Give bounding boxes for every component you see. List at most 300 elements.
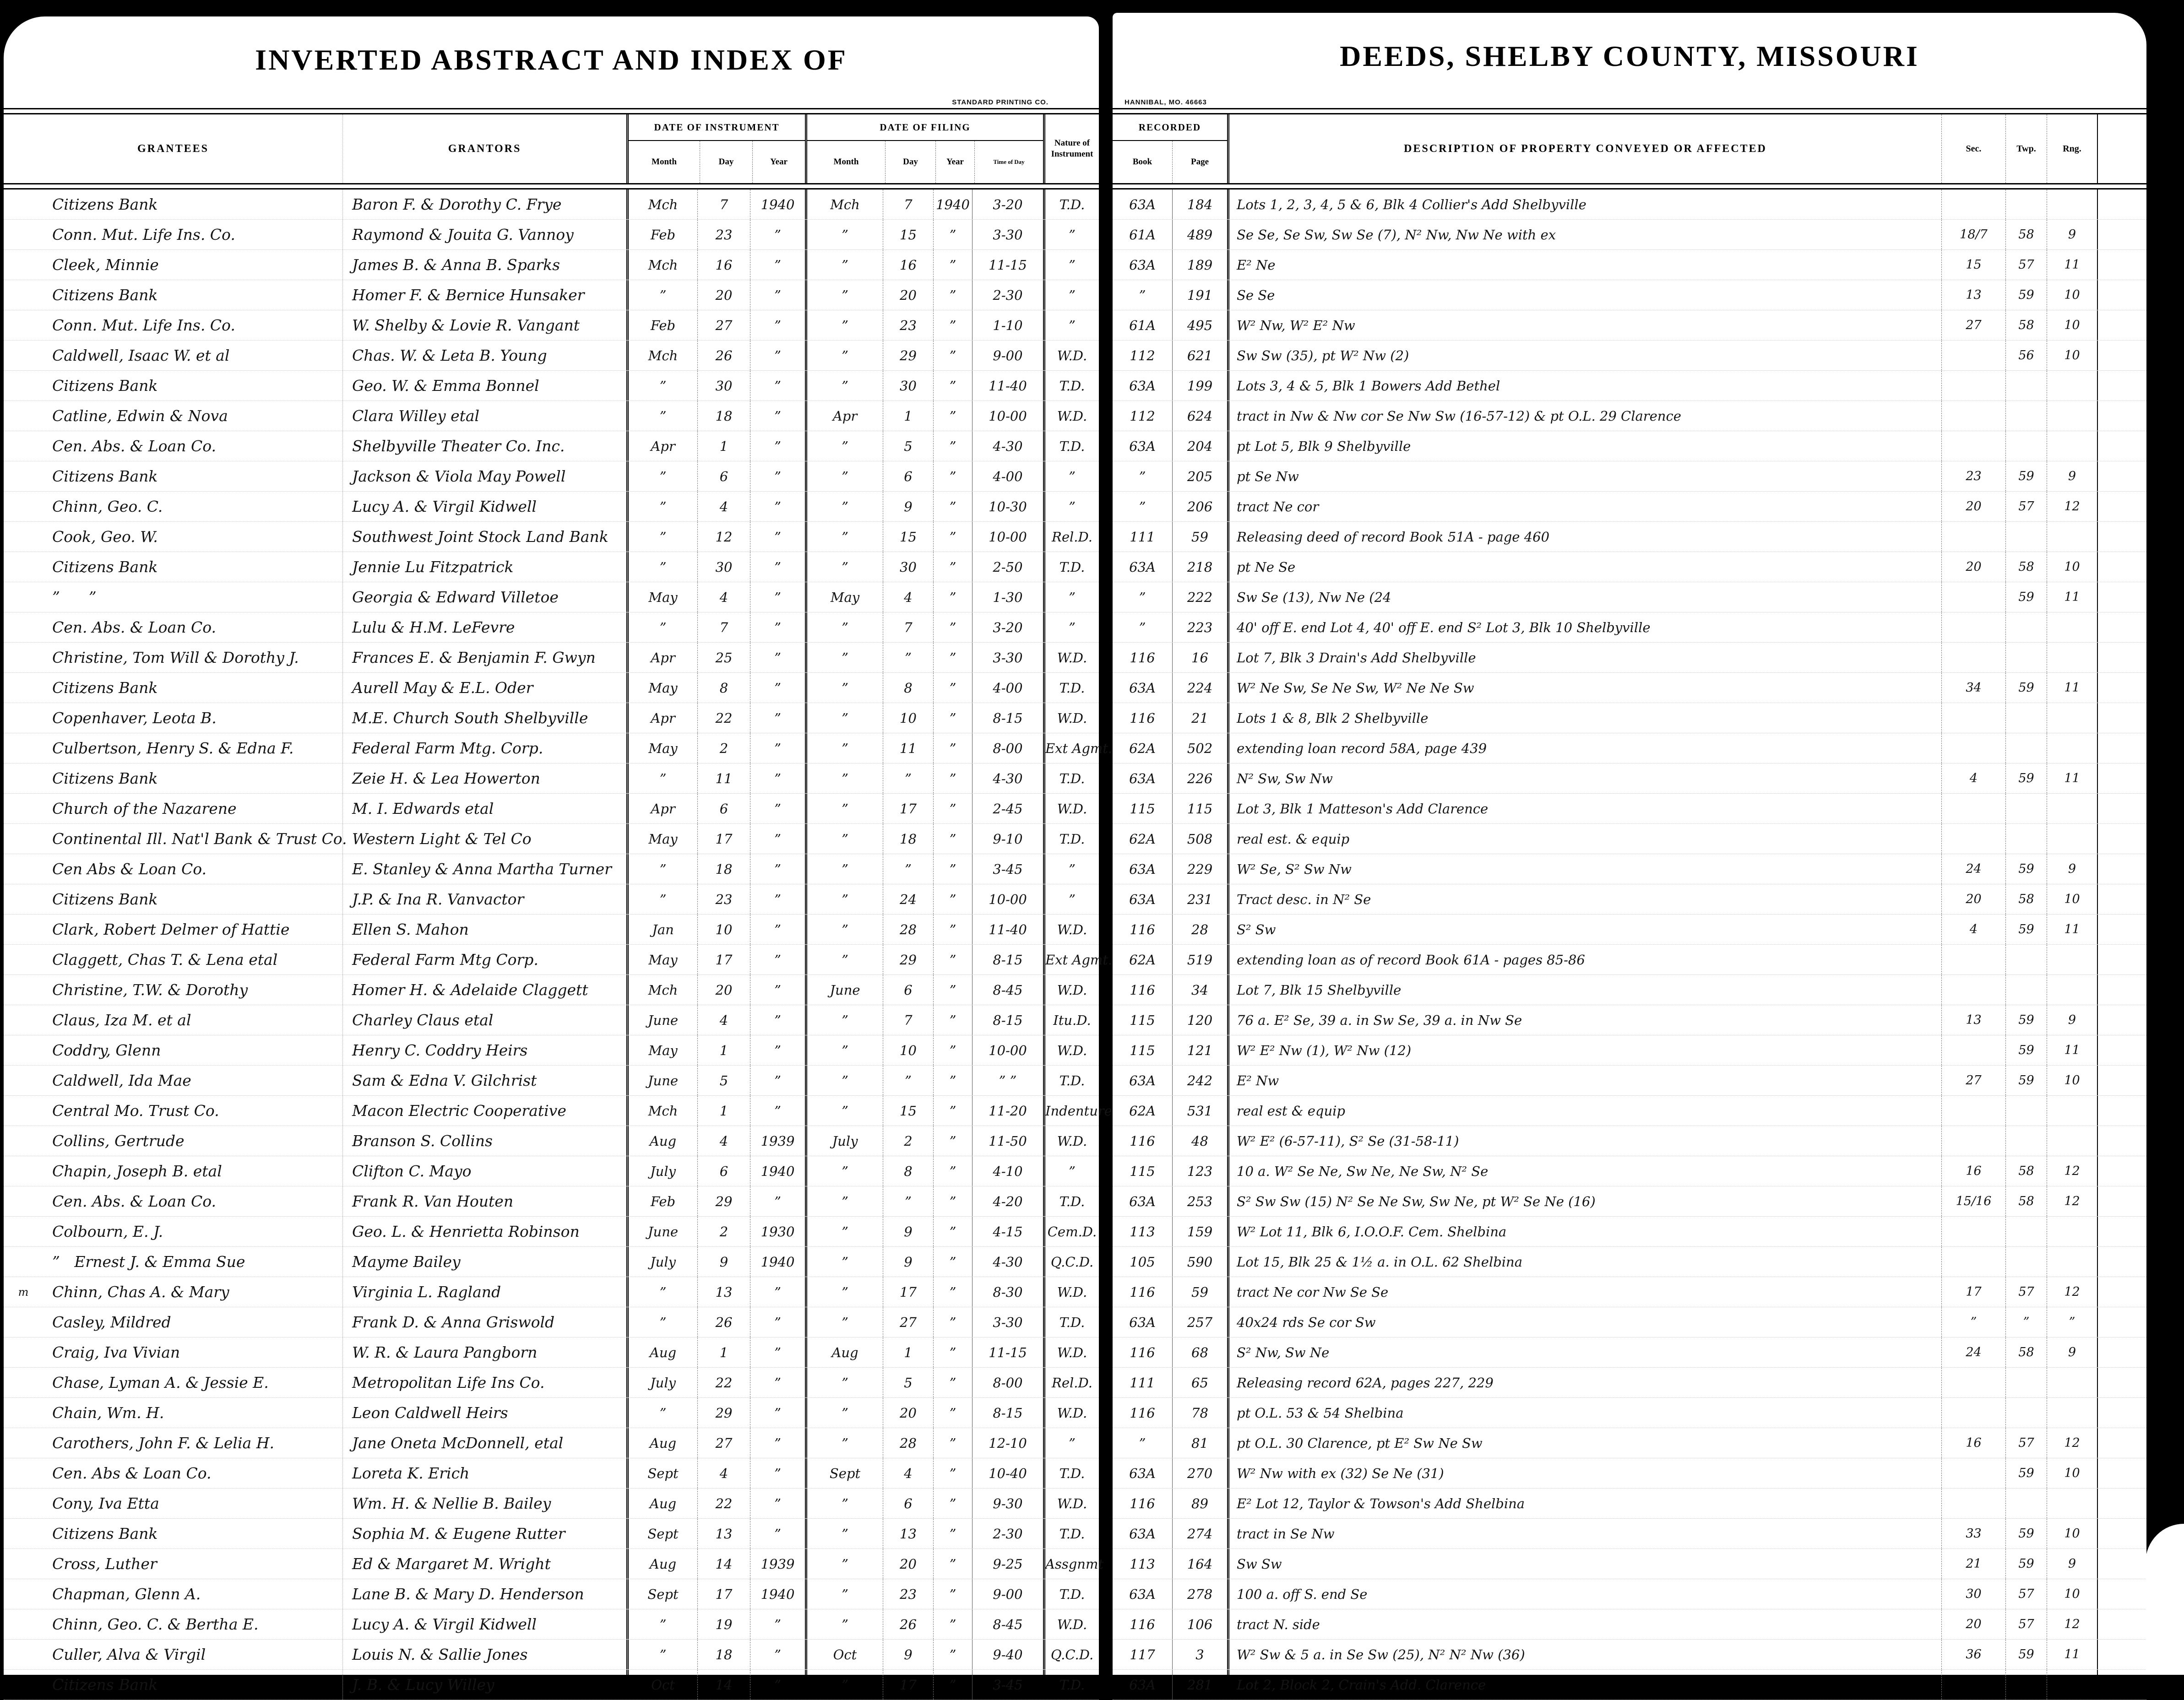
file-time-cell: 3-30 (972, 643, 1043, 672)
nature-cell: T.D. (1043, 1307, 1099, 1337)
nature-cell: Assgnmt (1043, 1549, 1103, 1579)
file-day-cell: ” (883, 1186, 933, 1216)
file-year-cell: ” (933, 1156, 972, 1186)
file-day-cell: 1 (883, 401, 933, 431)
nature-cell: W.D. (1043, 1035, 1099, 1065)
grantee-cell: Citizens Bank (52, 195, 158, 213)
description-cell: Lots 1 & 8, Blk 2 Shelbyville (1227, 703, 1941, 733)
ledger-row (1113, 1066, 2146, 1096)
filler-cell (2097, 250, 2146, 280)
file-day-cell: 6 (883, 975, 933, 1005)
file-year-cell: ” (933, 763, 972, 793)
grantee-cell: Claggett, Chas T. & Lena etal (52, 951, 278, 969)
rng-cell: 10 (2047, 1519, 2097, 1548)
page-cell: 48 (1172, 1126, 1227, 1156)
grantor-cell: Homer F. & Bernice Hunsaker (342, 280, 626, 310)
page-cell: 222 (1172, 582, 1227, 612)
twp-cell: 58 (2005, 552, 2047, 582)
page-cell: 508 (1172, 824, 1227, 854)
margin-note (4, 1670, 43, 1700)
inst-day-cell: 11 (697, 763, 750, 793)
ledger-row (4, 824, 1099, 854)
book-cell: ” (1139, 1435, 1146, 1451)
grantor-cell: Clara Willey etal (342, 401, 626, 431)
inst-day-cell: 1 (697, 1337, 750, 1367)
file-month-cell: ” (805, 1428, 883, 1458)
grantee-cell: Cen Abs & Loan Co. (52, 860, 206, 878)
file-month-cell: ” (805, 1368, 883, 1397)
sec-cell (1941, 824, 2005, 854)
book-cell: ” (1139, 468, 1146, 484)
inst-day-cell: 20 (697, 975, 750, 1005)
ledger-row (4, 189, 1099, 220)
file-year-cell: ” (933, 220, 972, 249)
grantee-cell: Citizens Bank (52, 377, 158, 395)
page-cell: 495 (1172, 310, 1227, 340)
ledger-row (1113, 189, 2146, 220)
file-day-cell: 8 (883, 1156, 933, 1186)
sec-cell: 23 (1941, 461, 2005, 491)
description-cell: tract Ne cor Nw Se Se (1227, 1277, 1941, 1307)
description-cell: 40' off E. end Lot 4, 40' off E. end S² Lot 3, Blk 10 Shelbyville (1227, 612, 1941, 642)
inst-day-cell: 2 (697, 1217, 750, 1246)
file-month-cell: ” (805, 824, 883, 854)
filler-cell (2097, 824, 2146, 854)
inst-year-cell: ” (750, 1035, 805, 1065)
page-cell: 590 (1172, 1247, 1227, 1277)
file-year-cell: ” (933, 1126, 972, 1156)
file-year-cell: ” (933, 371, 972, 401)
grantee-cell: Chinn, Geo. C. (52, 498, 163, 515)
file-month-cell: ” (805, 552, 883, 582)
file-time-cell: 3-30 (972, 220, 1043, 249)
grantor-cell: Chas. W. & Leta B. Young (342, 341, 626, 370)
file-time-cell: 8-15 (972, 945, 1043, 975)
margin-note (4, 824, 43, 854)
filler-cell (2097, 492, 2146, 521)
rng-cell: 9 (2047, 1549, 2097, 1579)
inst-month-cell: June (626, 1005, 697, 1035)
grantor-cell: Jane Oneta McDonnell, etal (342, 1428, 626, 1458)
rng-cell: 10 (2047, 552, 2097, 582)
ledger-row (1113, 884, 2146, 915)
page-cell: 204 (1172, 431, 1227, 461)
inst-day-cell: 19 (697, 1609, 750, 1639)
filler-cell (2097, 220, 2146, 249)
twp-cell (2005, 733, 2047, 763)
inst-month-cell: May (626, 824, 697, 854)
ledger-row (4, 1126, 1099, 1156)
rng-cell (2047, 1247, 2097, 1277)
margin-note (4, 1217, 43, 1246)
nature-cell: ” (1043, 884, 1099, 914)
inst-year-cell: 1940 (750, 189, 805, 219)
ledger-row (1113, 1458, 2146, 1489)
inst-month-cell: Apr (626, 703, 697, 733)
file-year-cell: ” (933, 1609, 972, 1639)
inst-year-cell: ” (750, 461, 805, 491)
grantor-cell: Southwest Joint Stock Land Bank (342, 522, 626, 552)
file-time-cell: 11-40 (972, 915, 1043, 944)
description-cell: Lot 2, Block 2, Crain's Add. Clarence (1227, 1670, 1941, 1700)
sec-cell: 16 (1941, 1428, 2005, 1458)
ledger-row (4, 522, 1099, 552)
book-cell: 115 (1130, 1042, 1155, 1058)
inst-year-cell: ” (750, 1368, 805, 1397)
file-time-cell: 3-20 (972, 612, 1043, 642)
ledger-row (4, 1005, 1099, 1035)
grantee-cell: Central Mo. Trust Co. (52, 1102, 219, 1120)
page-cell: 531 (1172, 1096, 1227, 1126)
description-cell: W² Nw, W² E² Nw (1227, 310, 1941, 340)
filler-cell (2097, 431, 2146, 461)
file-month-cell: ” (805, 1549, 883, 1579)
file-day-cell: 28 (883, 915, 933, 944)
rng-cell: 10 (2047, 341, 2097, 370)
description-cell: 76 a. E² Se, 39 a. in Sw Se, 39 a. in Nw Se (1227, 1005, 1941, 1035)
ledger-row (4, 1217, 1099, 1247)
filler-cell (2097, 522, 2146, 552)
inst-year-cell: ” (750, 915, 805, 944)
book-cell: ” (1139, 589, 1146, 605)
book-cell: 105 (1130, 1254, 1155, 1270)
nature-cell: Q.C.D. (1043, 1247, 1099, 1277)
inst-day-cell: 7 (697, 612, 750, 642)
page-cell: 106 (1172, 1609, 1227, 1639)
ledger-row (1113, 1609, 2146, 1640)
file-day-cell: 30 (883, 552, 933, 582)
inst-year-cell: ” (750, 1096, 805, 1126)
file-year-cell: ” (933, 673, 972, 703)
grantor-cell: Sam & Edna V. Gilchrist (342, 1066, 626, 1095)
grantor-cell: Baron F. & Dorothy C. Frye (342, 189, 626, 219)
nature-cell: W.D. (1043, 1126, 1099, 1156)
filler-cell (2097, 945, 2146, 975)
book-cell: 62A (1129, 952, 1156, 968)
page-cell: 274 (1172, 1519, 1227, 1548)
file-month-cell: ” (805, 703, 883, 733)
book-cell: 63A (1129, 770, 1156, 786)
inst-year-cell: ” (750, 522, 805, 552)
inst-month-cell: ” (626, 280, 697, 310)
margin-note (4, 1428, 43, 1458)
book-cell: 61A (1129, 227, 1156, 243)
nature-cell: Cem.D. (1043, 1217, 1099, 1246)
book-cell: 115 (1130, 801, 1155, 817)
filler-cell (2097, 1368, 2146, 1397)
file-month-cell: ” (805, 1156, 883, 1186)
margin-note (4, 884, 43, 914)
description-cell: Lots 1, 2, 3, 4, 5 & 6, Blk 4 Collier's Add Shelbyville (1227, 189, 1941, 219)
filler-cell (2097, 1277, 2146, 1307)
ledger-row (4, 1035, 1099, 1066)
twp-cell: 59 (2005, 1549, 2047, 1579)
right-page (1113, 13, 2146, 1693)
description-cell: E² Lot 12, Taylor & Towson's Add Shelbina (1227, 1489, 1941, 1518)
rng-cell: 9 (2047, 461, 2097, 491)
grantee-cell: Culler, Alva & Virgil (52, 1646, 206, 1663)
file-year-cell: ” (933, 1640, 972, 1669)
grantor-cell: Lucy A. & Virgil Kidwell (342, 492, 626, 521)
margin-note (4, 461, 43, 491)
inst-month-cell: ” (626, 612, 697, 642)
ledger-row (4, 582, 1099, 612)
book-cell: 62A (1129, 740, 1156, 756)
filler-cell (2097, 1247, 2146, 1277)
inst-day-cell: 26 (697, 1307, 750, 1337)
grantee-cell: Craig, Iva Vivian (52, 1343, 180, 1361)
sec-cell (1941, 1368, 2005, 1397)
sec-cell (1941, 1489, 2005, 1518)
grantor-cell: Homer H. & Adelaide Claggett (342, 975, 626, 1005)
file-time-cell: 10-00 (972, 1035, 1043, 1065)
page-cell: 81 (1172, 1428, 1227, 1458)
ledger-row (4, 1458, 1099, 1489)
file-time-cell: 4-30 (972, 763, 1043, 793)
sec-cell (1941, 612, 2005, 642)
filler-cell (2097, 612, 2146, 642)
ledger-row (1113, 250, 2146, 280)
margin-note (4, 1337, 43, 1367)
file-day-cell: 2 (883, 1126, 933, 1156)
rule-top-left (4, 108, 1099, 114)
description-cell: S² Sw Sw (15) N² Se Ne Sw, Sw Ne, pt W² Se Ne (16) (1227, 1186, 1941, 1216)
file-month-cell: ” (805, 1277, 883, 1307)
file-time-cell: 4-30 (972, 1247, 1043, 1277)
ledger-row (4, 250, 1099, 280)
inst-month-cell: ” (626, 1640, 697, 1669)
grantor-cell: Louis N. & Sallie Jones (342, 1640, 626, 1669)
twp-cell: ” (2005, 1307, 2047, 1337)
description-cell: W² Se, S² Sw Nw (1227, 854, 1941, 884)
page-cell: 223 (1172, 612, 1227, 642)
rule-bottom-left (4, 183, 1099, 189)
inst-month-cell: May (626, 1035, 697, 1065)
filler-cell (2097, 1549, 2146, 1579)
inst-year-cell: ” (750, 1640, 805, 1669)
ledger-row (4, 703, 1099, 733)
nature-cell: Ext Agmt. (1043, 733, 1112, 763)
margin-note (4, 1640, 43, 1669)
grantee-cell: Carothers, John F. & Lelia H. (52, 1434, 274, 1452)
file-day-cell: 9 (883, 1247, 933, 1277)
ledger-row (1113, 371, 2146, 401)
book-cell: 63A (1129, 378, 1156, 394)
description-cell: Lot 7, Blk 3 Drain's Add Shelbyville (1227, 643, 1941, 672)
file-month-cell: ” (805, 915, 883, 944)
nature-cell: T.D. (1043, 1579, 1099, 1609)
file-day-cell: 8 (883, 673, 933, 703)
file-month-cell: ” (805, 492, 883, 521)
file-time-cell: 8-15 (972, 703, 1043, 733)
grantee-cell: ” Ernest J. & Emma Sue (52, 1253, 245, 1271)
file-month-cell: ” (805, 1005, 883, 1035)
twp-cell (2005, 703, 2047, 733)
rng-cell: 9 (2047, 854, 2097, 884)
page-cell: 278 (1172, 1579, 1227, 1609)
grantee-cell: Conn. Mut. Life Ins. Co. (52, 316, 235, 334)
description-cell: pt O.L. 30 Clarence, pt E² Sw Ne Sw (1227, 1428, 1941, 1458)
sec-cell (1941, 371, 2005, 401)
rng-cell (2047, 612, 2097, 642)
nature-cell: W.D. (1043, 915, 1099, 944)
file-year-cell: ” (933, 1398, 972, 1428)
rng-cell (2047, 522, 2097, 552)
inst-day-cell: 14 (697, 1549, 750, 1579)
file-time-cell: 2-30 (972, 280, 1043, 310)
sec-cell (1941, 1126, 2005, 1156)
grantor-cell: Ellen S. Mahon (342, 915, 626, 944)
filler-cell (2097, 582, 2146, 612)
page-cell: 120 (1172, 1005, 1227, 1035)
sec-cell: 34 (1941, 673, 2005, 703)
inst-year-cell: ” (750, 1609, 805, 1639)
file-day-cell: ” (883, 643, 933, 672)
ledger-row (1113, 1186, 2146, 1217)
sec-cell: 17 (1941, 1277, 2005, 1307)
twp-cell (2005, 612, 2047, 642)
filler-cell (2097, 1035, 2146, 1065)
description-cell: 100 a. off S. end Se (1227, 1579, 1941, 1609)
right-table-header (1113, 114, 2146, 183)
grantee-cell: Citizens Bank (52, 467, 158, 485)
page-cell: 257 (1172, 1307, 1227, 1337)
grantee-cell: Christine, Tom Will & Dorothy J. (52, 649, 299, 666)
inst-year-cell: 1939 (750, 1126, 805, 1156)
margin-note (4, 431, 43, 461)
ledger-row (1113, 673, 2146, 703)
margin-note (4, 975, 43, 1005)
file-year-cell: 1940 (933, 189, 972, 219)
twp-header: Twp. (2005, 114, 2047, 183)
file-time-cell: 8-45 (972, 1609, 1043, 1639)
filler-cell (2097, 1186, 2146, 1216)
description-cell: tract in Se Nw (1227, 1519, 1941, 1548)
grantor-cell: James B. & Anna B. Sparks (342, 250, 626, 280)
inst-day-cell: 29 (697, 1186, 750, 1216)
inst-year-cell: ” (750, 1307, 805, 1337)
nature-cell: W.D. (1043, 643, 1099, 672)
book-cell: 116 (1130, 1133, 1155, 1149)
file-time-cell: 3-30 (972, 1307, 1043, 1337)
ledger-row (1113, 854, 2146, 884)
description-cell: N² Sw, Sw Nw (1227, 763, 1941, 793)
inst-year-cell: 1930 (750, 1217, 805, 1246)
description-cell: W² E² Nw (1), W² Nw (12) (1227, 1035, 1941, 1065)
file-time-cell: 3-20 (972, 189, 1043, 219)
book-cell: ” (1139, 498, 1146, 514)
book-cell: 62A (1129, 831, 1156, 847)
rng-cell: 10 (2047, 1066, 2097, 1095)
rule-top-right (1113, 108, 2146, 114)
inst-day-cell: 17 (697, 824, 750, 854)
ledger-row (4, 1156, 1099, 1186)
filler-cell (2097, 1005, 2146, 1035)
grantee-cell: Cen. Abs. & Loan Co. (52, 437, 216, 455)
book-cell: 116 (1130, 1616, 1155, 1632)
description-cell: Sw Sw (1227, 1549, 1941, 1579)
file-month-cell: ” (805, 945, 883, 975)
sec-cell: 15/16 (1941, 1186, 2005, 1216)
file-time-cell: 8-00 (972, 733, 1043, 763)
inst-day-cell: 4 (697, 1458, 750, 1488)
inst-day-cell: 4 (697, 492, 750, 521)
grantee-cell: Caldwell, Ida Mae (52, 1072, 191, 1089)
file-time-cell: 10-30 (972, 492, 1043, 521)
inst-month-cell: Mch (626, 189, 697, 219)
ledger-row (4, 552, 1099, 582)
book-cell: 63A (1129, 559, 1156, 575)
description-cell: Lot 3, Blk 1 Matteson's Add Clarence (1227, 794, 1941, 823)
grantor-cell: J.P. & Ina R. Vanvactor (342, 884, 626, 914)
inst-day-cell: 4 (697, 1005, 750, 1035)
ledger-row (1113, 1368, 2146, 1398)
book-cell: 63A (1129, 1586, 1156, 1602)
sec-cell (1941, 522, 2005, 552)
nature-cell: ” (1043, 1156, 1099, 1186)
page-cell: 115 (1172, 794, 1227, 823)
file-day-cell: 15 (883, 1096, 933, 1126)
file-month-cell: ” (805, 1398, 883, 1428)
rule-bottom-right (1113, 183, 2146, 189)
inst-year-cell: ” (750, 763, 805, 793)
file-month-cell: ” (805, 854, 883, 884)
file-year-cell: ” (933, 1247, 972, 1277)
book-cell: 116 (1130, 1495, 1155, 1511)
sec-cell: 24 (1941, 854, 2005, 884)
twp-cell (2005, 794, 2047, 823)
inst-year-cell: ” (750, 1186, 805, 1216)
file-day-cell: 18 (883, 824, 933, 854)
grantee-cell: Chinn, Geo. C. & Bertha E. (52, 1615, 259, 1633)
inst-day-cell: 29 (697, 1398, 750, 1428)
margin-note (4, 1398, 43, 1428)
filler-cell (2097, 1640, 2146, 1669)
twp-cell: 59 (2005, 1519, 2047, 1548)
rng-cell: 12 (2047, 1156, 2097, 1186)
ledger-row (1113, 703, 2146, 733)
book-cell: ” (1139, 287, 1146, 303)
sec-cell: 20 (1941, 1609, 2005, 1639)
grantees-header: GRANTEES (137, 142, 209, 155)
grantee-cell: Chain, Wm. H. (52, 1404, 164, 1422)
file-month-cell: ” (805, 794, 883, 823)
ledger-row (1113, 643, 2146, 673)
file-month-cell: Oct (805, 1640, 883, 1669)
nature-cell: ” (1043, 1428, 1099, 1458)
file-year-cell: ” (933, 915, 972, 944)
nature-cell: ” (1043, 582, 1099, 612)
rng-cell (2047, 401, 2097, 431)
file-day-cell: 17 (883, 1670, 933, 1700)
nature-cell: Indenture (1043, 1096, 1112, 1126)
inst-month-cell: May (626, 733, 697, 763)
file-month-cell: Mch (805, 189, 883, 219)
inst-month-cell: June (626, 1066, 697, 1095)
ledger-row (1113, 280, 2146, 310)
inst-day-cell: 30 (697, 552, 750, 582)
page-cell: 68 (1172, 1337, 1227, 1367)
twp-cell: 59 (2005, 673, 2047, 703)
filler-cell (2097, 341, 2146, 370)
rng-cell: ” (2047, 1307, 2097, 1337)
file-day-cell: 9 (883, 1217, 933, 1246)
ledger-row (4, 854, 1099, 884)
file-time-cell: 8-15 (972, 1398, 1043, 1428)
twp-cell (2005, 522, 2047, 552)
page-cell: 121 (1172, 1035, 1227, 1065)
inst-day-cell: 30 (697, 371, 750, 401)
